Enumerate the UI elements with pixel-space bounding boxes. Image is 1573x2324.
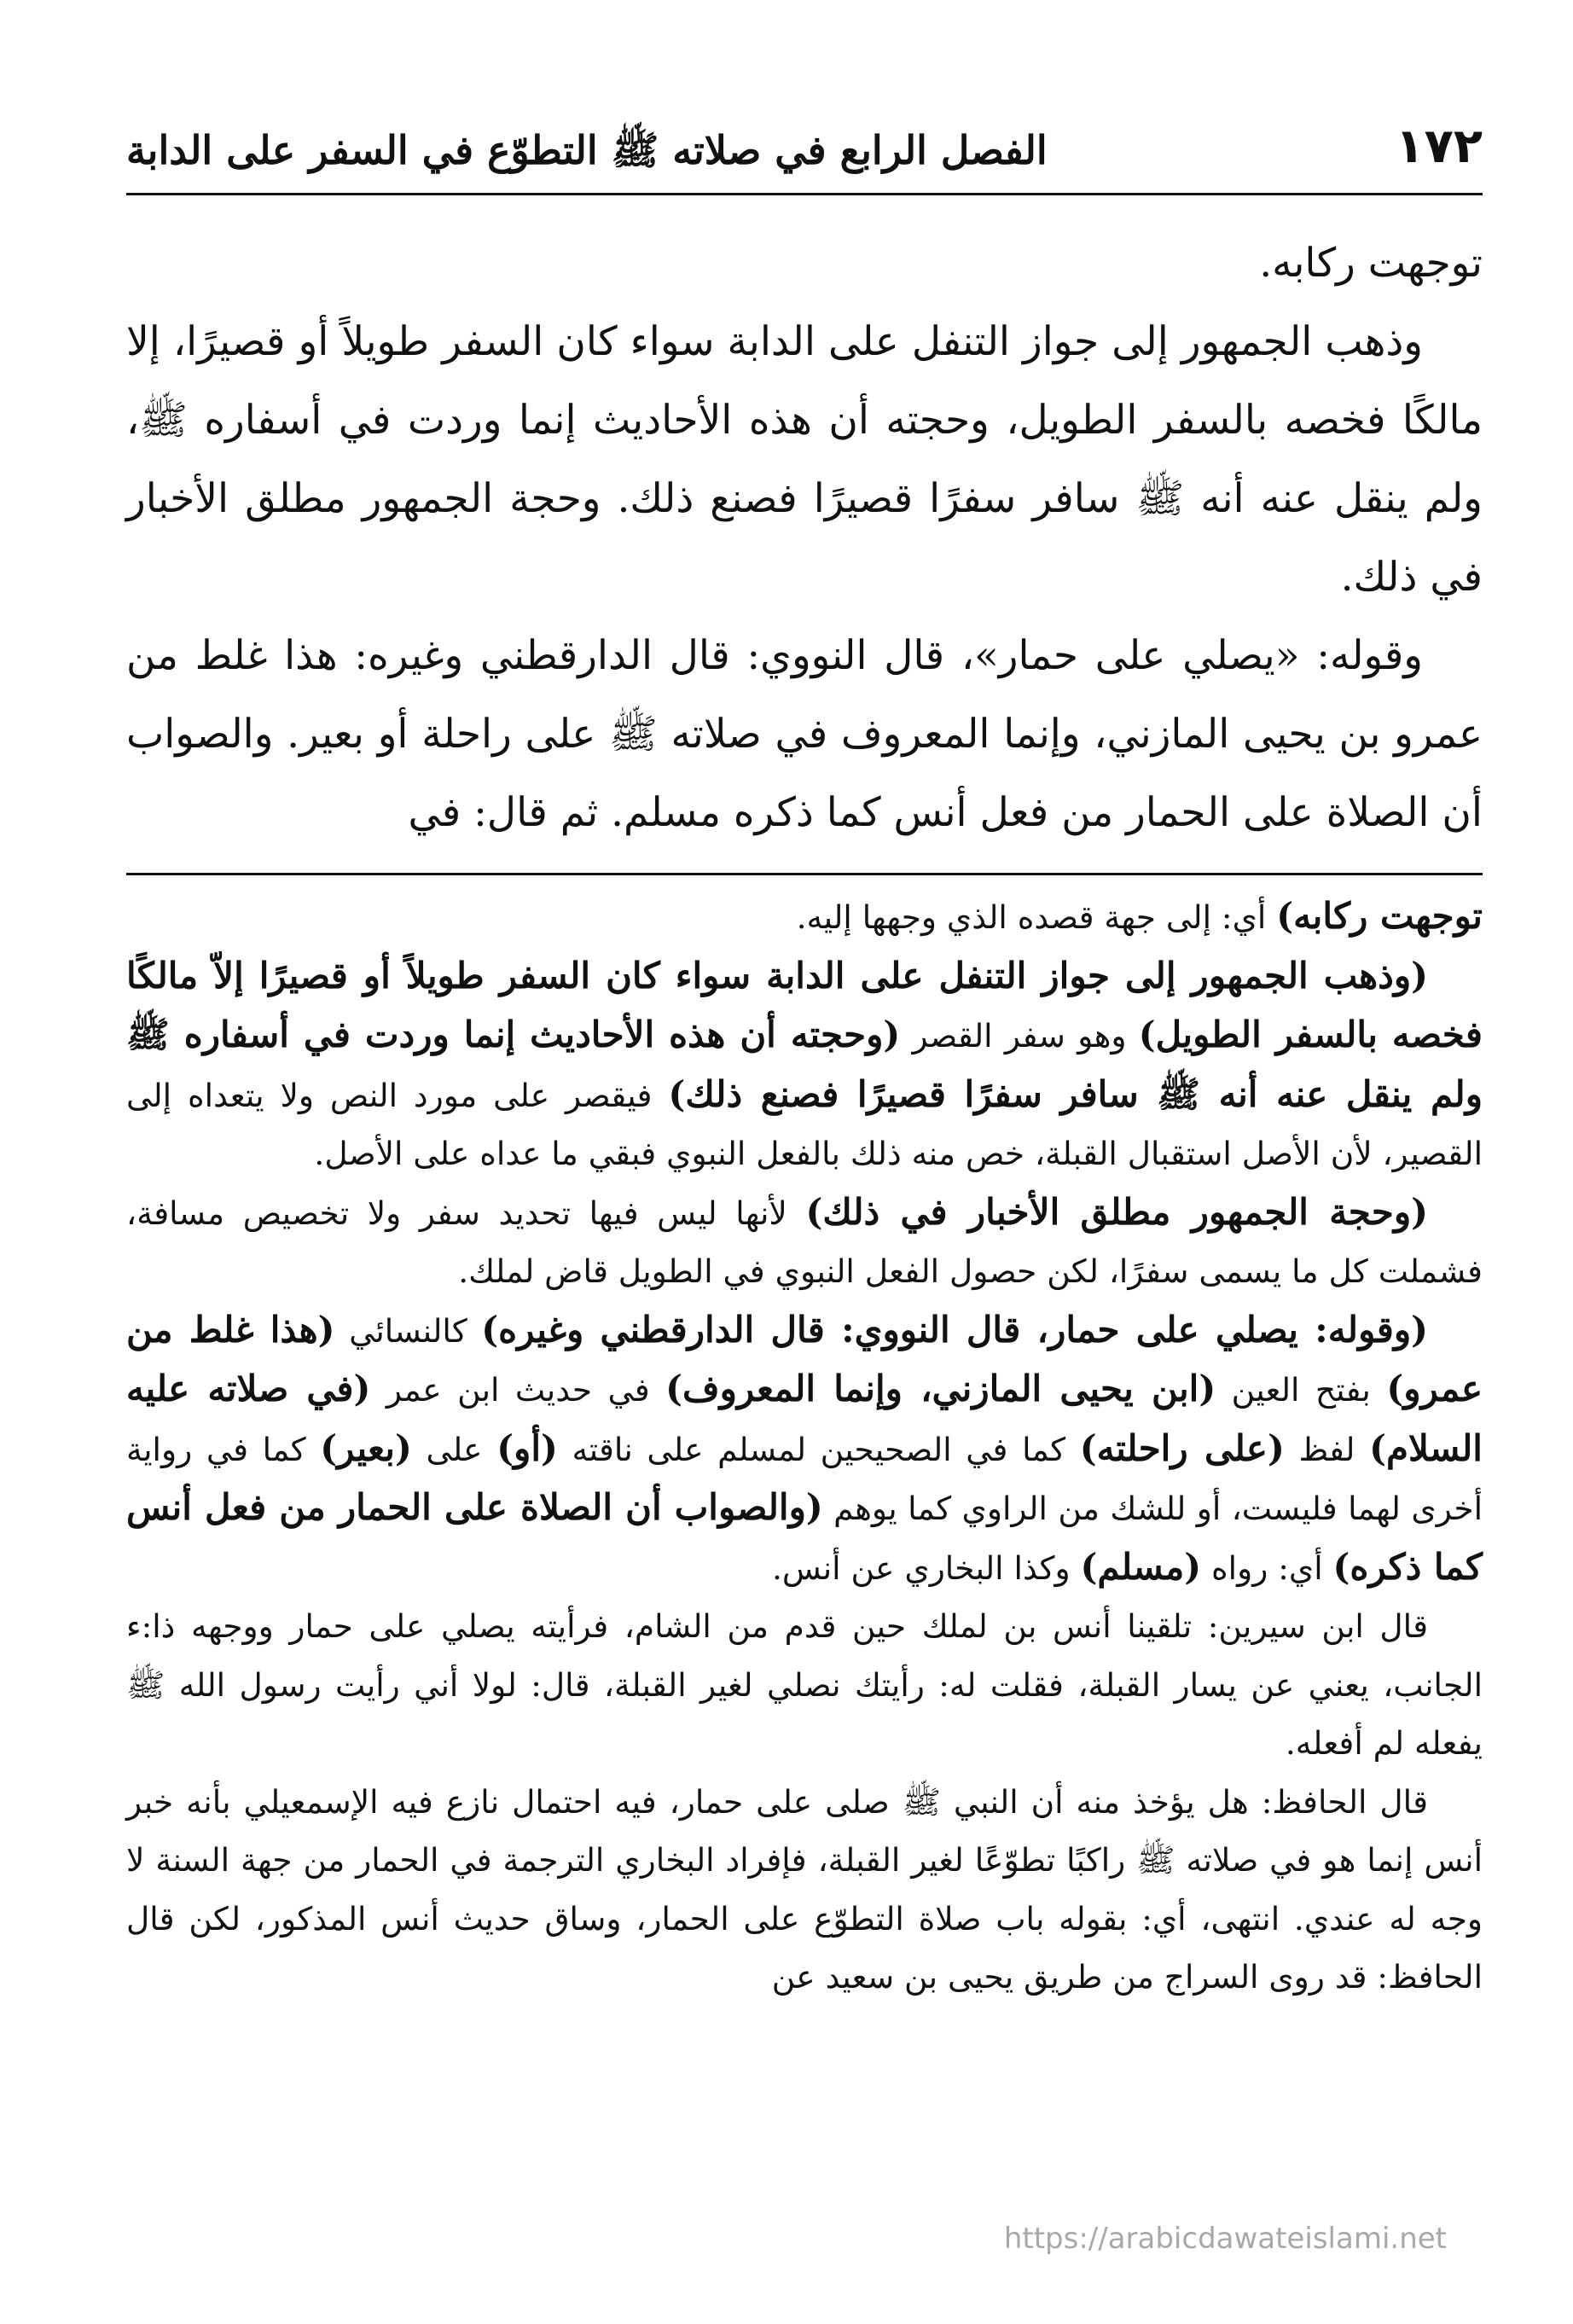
quoted-matn: (ابن يحيى المازني، وإنما المعروف) <box>665 1368 1216 1409</box>
commentary-paragraph <box>126 947 1483 1183</box>
main-paragraph: وقوله: «يصلي على حمار»، قال النووي: قال الدارقطني وغيره: هذا غلط من عمرو بن يحيى المازني، وإنما المعروف في صلاته ﷺ على راحلة أو بعير. والصواب أن الصلاة على الحمار من فعل أنس كما ذكره مسلم. ثم قال: في <box>126 632 1483 836</box>
quoted-matn: (وحجته أن هذه الأحاديث إنما وردت في أسفاره ﷺ ولم ينقل عنه أنه ﷺ سافر سفرًا قصيرًا فصنع ذلك) <box>126 1014 1483 1115</box>
explanation-text: بفتح العين <box>1216 1371 1387 1409</box>
main-paragraph: توجهت ركابه. <box>1259 240 1483 287</box>
watermark-url: https://arabicdawateislami.net <box>1003 2222 1447 2256</box>
explanation-text: فيقصر على مورد النص ولا يتعداه إلى القصير، لأن الأصل استقبال القبلة، خص منه ذلك بالفعل النبوي فبقي ما عداه على الأصل. <box>126 1076 1483 1172</box>
quoted-matn: (مسلم) <box>1080 1545 1202 1588</box>
commentary-paragraph <box>126 887 1483 947</box>
running-title: الفصل الرابع في صلاته ﷺ التطوّع في السفر على الدابة <box>126 127 1048 173</box>
explanation-text: أي: رواه <box>1201 1548 1333 1587</box>
quoted-matn: (على راحلته) <box>1079 1426 1285 1469</box>
main-paragraph: وذهب الجمهور إلى جواز التنفل على الدابة سواء كان السفر طويلاً أو قصيرًا، إلا مالكًا فخصه بالسفر الطويل، وحجته أن هذه الأحاديث إنما وردت في أسفاره ﷺ، ولم ينقل عنه أنه ﷺ سافر سفرًا قصيرًا فصنع ذلك. وحجة الجمهور مطلق الأخبار في ذلك. <box>126 318 1483 601</box>
explanation-text: لفظ <box>1284 1430 1370 1468</box>
explanation-text: كالنسائي <box>334 1311 482 1350</box>
explanation-text: كما في رواية أخرى لهما فليست، أو للشك من الراوي كما يوهم <box>126 1430 1483 1527</box>
explanation-text: على <box>411 1430 497 1468</box>
quoted-matn: (وقوله: يصلي على حمار، قال النووي: قال الدارقطني وغيره) <box>481 1308 1428 1351</box>
commentary-paragraph <box>126 1183 1483 1301</box>
quoted-matn: (أو) <box>496 1426 558 1469</box>
explanation-text: كما في الصحيحين لمسلم على ناقته <box>557 1430 1080 1468</box>
commentary-paragraph <box>126 1301 1483 1598</box>
explanation-text: لأنها ليس فيها تحديد سفر ولا تخصيص مسافة، فشملت كل ما يسمى سفرًا، لكن حصول الفعل النبوي في الطويل قاض لملك. <box>126 1194 1483 1290</box>
quoted-matn: (وذهب الجمهور إلى جواز التنفل على الدابة سواء كان السفر طويلاً أو قصيرًا إلاّ مالكًا فخصه بالسفر الطويل) <box>126 954 1483 1055</box>
quoted-matn: (والصواب أن الصلاة على الحمار من فعل أنس كما ذكره) <box>126 1486 1483 1588</box>
commentary-text <box>126 887 1483 2007</box>
quoted-matn: (وحجة الجمهور مطلق الأخبار في ذلك) <box>805 1190 1428 1233</box>
quoted-matn: (هذا غلط من عمرو) <box>126 1308 1483 1409</box>
commentary-paragraph: قال الحافظ: هل يؤخذ منه أن النبي ﷺ صلى على حمار، فيه احتمال نازع فيه الإسمعيلي بأنه خبر أنس إنما هو في صلاته ﷺ راكبًا تطوّعًا لغير القبلة، فإفراد البخاري الترجمة في الحمار من جهة السنة لا وجه له عندي. انتهى، أي: بقوله باب صلاة التطوّع على الحمار، وساق حديث أنس المذكور، لكن قال الحافظ: قد روى السراج من طريق يحيى بن سعيد عن <box>126 1782 1483 1996</box>
page-header <box>126 111 1483 195</box>
explanation-text: وكذا البخاري عن أنس. <box>772 1548 1081 1587</box>
quoted-matn: (في صلاته عليه السلام) <box>126 1368 1483 1469</box>
book-page <box>126 111 1483 2278</box>
explanation-text: أي: إلى جهة قصده الذي وجهها إليه. <box>796 898 1277 936</box>
quoted-matn: (بعير) <box>320 1426 412 1469</box>
footnote-divider <box>126 873 1483 875</box>
main-text <box>126 224 1483 852</box>
explanation-text: وهو سفر القصر <box>900 1017 1139 1055</box>
quoted-matn: توجهت ركابه) <box>1276 895 1483 937</box>
explanation-text: في حديث ابن عمر <box>370 1371 666 1409</box>
page-number: ١٧٢ <box>1395 119 1483 174</box>
commentary-paragraph: قال ابن سيرين: تلقينا أنس بن لملك حين قدم من الشام، فرأيته يصلي على حمار ووجهه ذا:ء الجانب، يعني عن يسار القبلة، فقلت له: رأيتك نصلي لغير القبلة، قال: لولا أني رأيت رسول الله ﷺ يفعله لم أفعله. <box>126 1607 1483 1762</box>
